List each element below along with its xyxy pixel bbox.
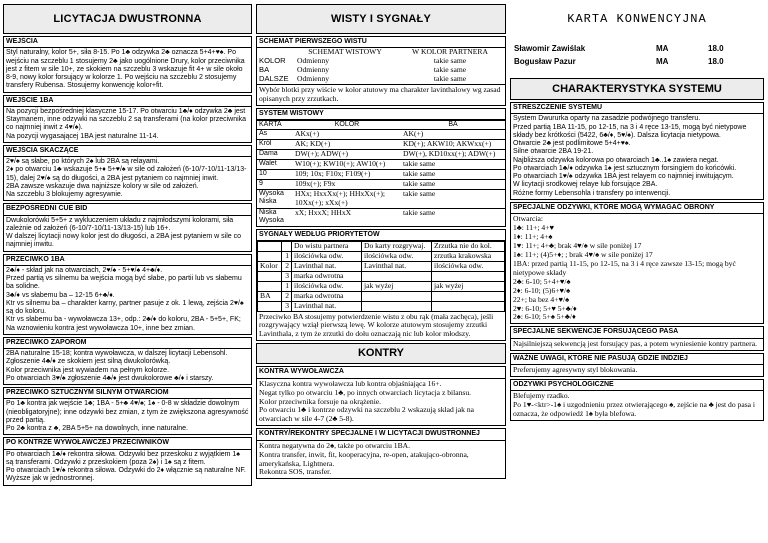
- table-cell: [362, 301, 432, 311]
- forcing-pass-header: SPECJALNE SEKWENCJE FORSUJĄCEGO PASA: [511, 327, 763, 338]
- player-name: Sławomir Zawiślak: [514, 43, 586, 53]
- section-line: 2♦: 6-10; (5)6+♥/♠: [513, 285, 571, 295]
- table-cell: [258, 301, 282, 311]
- section-line: 2BA zawsze wskazuje dwa najniższe kolory w sile od założeń.: [6, 182, 199, 190]
- table-cell: [362, 271, 432, 281]
- section-line: System Dwururka oparty na zasadzie podwójnego transferu.: [513, 115, 701, 123]
- table-cell: 9: [257, 180, 293, 190]
- section-line: Najsilniejszą sekwencją jest forsujący pas, a potem wyniesienie kontry partnera.: [513, 338, 757, 348]
- table-cell: 3: [282, 271, 292, 281]
- lead-system-table: [257, 120, 505, 225]
- signals-head-row: [258, 241, 505, 251]
- section-body: [4, 107, 251, 142]
- table-row: [257, 150, 505, 160]
- section-line: Po otwarciach 1♣/♦ odzywka 1♠ jest sztucznym forsingiem do końcówki.: [513, 164, 737, 172]
- table-cell: Król: [257, 140, 293, 150]
- section-line: Po otwarciu 1♣ i kontrze odzywki na szczeblu 2 wskazują skład jak na otwarciach w sile 4-7 (2♣ 5-8).: [259, 405, 475, 424]
- section-line: Dwukolorówki 5+5+ z wykluczeniem układu z najmłodszymi kolorami, siła zależnie od założeń (6-10/7-10/11-13/13-15) lub 16+.: [6, 216, 234, 232]
- table-row: [258, 271, 505, 281]
- section-line: Zgłoszenie 4♣/♦ ze skokiem jest silną dwukolorówką.: [6, 358, 171, 366]
- table-cell: takie same: [401, 209, 505, 226]
- forcing-pass-body: [511, 339, 763, 350]
- table-cell: takie same: [401, 180, 505, 190]
- table-row: [257, 66, 505, 75]
- table-cell: Odmienny: [297, 56, 330, 66]
- section-line: Otwarcia:: [513, 214, 543, 223]
- table-row: [257, 75, 505, 84]
- section-dwustronna: [3, 437, 252, 485]
- section-dwustronna: [3, 203, 252, 251]
- section-line: 22+; ba bez 4+♥/♠: [513, 294, 570, 304]
- first-lead-header: SCHEMAT PIERWSZEGO WISTU: [257, 37, 505, 48]
- table-row: [257, 160, 505, 170]
- psychic-bids-body: [511, 391, 763, 420]
- player-number: 18.0: [708, 56, 724, 66]
- lead-col: W KOLOR PARTNERA: [412, 47, 488, 57]
- section-header: PO KONTRZE WYWOŁAWCZEJ PRZECIWNIKÓW: [4, 438, 251, 449]
- table-cell: As: [257, 130, 293, 140]
- table-cell: zrzutka krakowska: [432, 251, 505, 261]
- table-cell: Wysoka Niska: [257, 190, 293, 209]
- section-forcing-pass: [510, 326, 764, 350]
- section-line: Styl naturalny, kolor 5+, siła 8-15. Po 1♣ odzywka 2♣ oznacza 5+4+♥♠. Po wejściu na szczeblu 1 stosujemy 2♣ jako uogólnione Drury, kolor przeciwnika jest z fitem w sile 10+, ze skokiem na szczeblu 3 wskazuje fit 4+ w sile około 8-9, nowy kolor forsujący w kolorze 1. Po wejściu na szczeblu 2 stosujemy transfery Rubensa. Stosujemy konwencję kolor+fit.: [6, 49, 245, 90]
- first-lead-head-row: [257, 48, 505, 57]
- section-header: BEZPOŚREDNI CUE BID: [4, 204, 251, 215]
- section-line: Na szczeblu 3 blokujemy agresywnie.: [6, 191, 123, 198]
- table-cell: [258, 271, 282, 281]
- table-cell: 1: [282, 251, 292, 261]
- player-rank: MA: [656, 43, 669, 53]
- signals-rows: [258, 251, 505, 311]
- table-cell: [258, 251, 282, 261]
- table-row: [257, 140, 505, 150]
- table-cell: takie same: [433, 56, 467, 66]
- section-line: 2♣/♦ - skład jak na otwarciach, 2♥/♠ - 5+♥/♠ 4+♣/♦.: [6, 266, 163, 274]
- table-cell: DW(+), KD10xx(+); ADW(+): [401, 150, 505, 160]
- section-line: Kontra negatywna do 2♠, także po otwarciu 1BA.: [259, 440, 411, 450]
- section-body: [4, 266, 251, 334]
- table-cell: Niska Wysoka: [257, 209, 293, 226]
- section-signals: [256, 229, 506, 342]
- table-cell: ilościówka odw.: [432, 261, 505, 271]
- table-cell: Lavinthal nat.: [292, 301, 362, 311]
- table-cell: marka odwrotna: [292, 271, 362, 281]
- table-cell: [362, 291, 432, 301]
- table-cell: HXx; HxxXx(+); HHxXx(+); 10Xx(+); xXx(+): [293, 190, 401, 209]
- section-line: 1♥: 11+; 4+♣; brak 4♥/♠ w sile poniżej 17: [513, 240, 642, 250]
- section-line: W licytacji srodkowej relaye lub forsujące 2BA.: [513, 181, 658, 189]
- dwustronna-sections: [3, 36, 252, 486]
- section-line: Po otwarciach 1♥/♠ rekontra siłowa. Odzywki do 2♦ włącznie są naturalne NF. Wyższe jak w jednostronnej.: [6, 467, 246, 483]
- section-line: Różne formy Lebensohla i transfery po interwencji.: [513, 189, 671, 197]
- table-cell: 10: [257, 170, 293, 180]
- title-licytacja-dwustronna: LICYTACJA DWUSTRONNA: [3, 4, 252, 34]
- sig-col: Zrzutka nie do kol.: [432, 241, 505, 251]
- table-row: [257, 180, 505, 190]
- table-cell: AKx(+): [293, 130, 401, 140]
- table-cell: Odmienny: [297, 74, 330, 84]
- table-cell: [432, 301, 505, 311]
- section-line: Kontra transfer, inwit, fit, kooperacyjna, re-open, atakująco-obronna, amerykańska, Lightnera.: [259, 449, 469, 468]
- sig-col: [282, 241, 292, 251]
- title-charakterystyka: CHARAKTERYSTYKA SYSTEMU: [510, 78, 764, 100]
- table-cell: Lavinthal nat.: [362, 261, 432, 271]
- section-line: Przed partią vs silnemu ba wejścia mogą być słabe, po partii lub vs słabemu ba solidne.: [6, 275, 242, 291]
- table-cell: takie same: [433, 74, 467, 84]
- section-body: [4, 349, 251, 384]
- special-bids-header: SPECJALNE ODZYWKI, KTÓRE MOGĄ WYMAGAĆ OBRONY: [511, 203, 763, 214]
- section-line: 2♠: 6-10; 5+♠ 5+♣/♦: [513, 312, 576, 322]
- section-header: WEJŚCIA: [4, 37, 251, 48]
- special-bids-body: [511, 214, 763, 323]
- lead-col: SCHEMAT WISTOWY: [308, 47, 382, 57]
- section-line: Ktr vs silnemu ba – charakter karny, partner pasuje z ok. 1 lewą, zejścia 2♥/♠ są do koloru.: [6, 299, 244, 315]
- section-line: Po otwarciach 1♥/♠ odzywka 1BA jest relayem co najmniej inwitującym.: [513, 173, 734, 180]
- section-line: Silne otwarcie 2BA 19-21.: [513, 148, 594, 156]
- section-special-bids: [510, 202, 764, 325]
- table-cell: DW(+); ADW(+): [293, 150, 401, 160]
- section-header: WEJŚCIE 1BA: [4, 96, 251, 107]
- table-cell: [432, 271, 505, 281]
- section-system-summary: [510, 102, 764, 200]
- section-body: [4, 216, 251, 251]
- column-wisty: [256, 4, 506, 479]
- table-cell: Walet: [257, 160, 293, 170]
- first-lead-note: Wybór blotki przy wiście w kolor atutowy ma charakter lavinthalowy wg zasad opisanych przy zrzutkach.: [257, 84, 505, 105]
- section-header: WEJŚCIA SKACZĄCE: [4, 146, 251, 157]
- player-rank: MA: [656, 56, 669, 66]
- sys-col: KOLOR: [293, 121, 401, 130]
- table-cell: KD(+); AKW10; AKWxx(+): [401, 140, 505, 150]
- section-line: 2♥: 6-10; 5+♥ 5+♣/♦: [513, 303, 577, 313]
- table-cell: Lavinthal nat.: [292, 261, 362, 271]
- section-header: PRZECIWKO SZTUCZNYM SILNYM OTWARCIOM: [4, 388, 251, 399]
- section-line: 1♠: 11+; (4)5+♦; ; brak 4♥/♠ w sile poniżej 17: [513, 249, 653, 259]
- special-doubles-header: KONTRY/REKONTRY SPECJALNE I W LICYTACJI DWUSTRONNEJ: [257, 429, 505, 440]
- table-cell: Dama: [257, 150, 293, 160]
- table-row: [257, 190, 505, 209]
- takeout-double-body: [257, 379, 505, 426]
- sig-col: Do karty rozgrywaj.: [362, 241, 432, 251]
- section-line: Preferujemy agresywny styl blokowania.: [513, 364, 638, 374]
- table-cell: marka odwrotna: [292, 291, 362, 301]
- section-line: 2♥/♠ są słabe, po których 2♠ lub 2BA są relayami.: [6, 158, 160, 165]
- section-line: Przed partią 1BA 11-15, po 12-15, na 3 i 4 ręce 13-15, mogą być nietypowe składy bez krótkości (5422, 6♣/♦, 5♥/♠). Dalsza licytacja nietypowa.: [513, 123, 747, 139]
- section-line: Rekontra SOS, transfer.: [259, 467, 332, 477]
- player-row: [514, 55, 758, 68]
- table-cell: BA: [259, 65, 270, 75]
- table-cell: [432, 291, 505, 301]
- lead-system-rows: [257, 130, 505, 226]
- table-cell: 2: [282, 291, 292, 301]
- section-line: 2BA naturalne 15-18; kontra wywoławcza, w dalszej licytacji Lebensohl.: [6, 350, 228, 357]
- table-cell: takie same: [433, 65, 467, 75]
- sig-col: Do wistu partnera: [292, 241, 362, 251]
- sys-col: KARTA: [257, 121, 293, 130]
- section-line: Otwarcie 2♣ jest podlimitowe 5+4+♥♠.: [513, 140, 631, 147]
- section-body: [4, 48, 251, 91]
- section-line: Po 1♣ kontra jak wejście 1♣; 1BA - 5+♣ 4♥/♠; 1♠ - 0-8 w składzie dowolnym (nieobligatoryjne); inne odzywki bez zmian, z tym że zwiększona agresywność przed partią.: [6, 400, 249, 424]
- table-row: [258, 261, 505, 271]
- special-doubles-body: [257, 441, 505, 479]
- table-cell: takie same: [401, 160, 505, 170]
- system-summary-body: [511, 114, 763, 199]
- psychic-bids-header: ODZYWKI PSYCHOLOGICZNE: [511, 380, 763, 391]
- section-body: [4, 399, 251, 434]
- table-cell: ilościówka odw.: [362, 251, 432, 261]
- table-cell: takie same: [401, 170, 505, 180]
- system-summary-header: STRESZCZENIE SYSTEMU: [511, 103, 763, 114]
- table-cell: xX; HxxX; HHxX: [293, 209, 401, 226]
- player-row: [514, 42, 758, 55]
- section-line: Na pozycji wygasającej 1BA jest naturalne 11-14.: [6, 132, 159, 140]
- section-dwustronna: [3, 145, 252, 202]
- section-line: 2♣: 6-10; 5+4+♥/♠: [513, 276, 571, 286]
- table-cell: ilościówka odw.: [292, 251, 362, 261]
- section-psychic-bids: [510, 379, 764, 421]
- section-line: 2♦ po otwarciu 1♣ wskazuje 5+♦ 5+♥/♠ w sile od założeń (6-10/7-10/11-13/13-15), dalej 2♥/♠ są do długości, a 2BA jest pytaniem co najmniej inwit.: [6, 166, 247, 182]
- column-dwustronna: [3, 4, 252, 486]
- section-first-lead: [256, 36, 506, 106]
- section-line: Po otwarciach 3♥/♠ zgłoszenie 4♣/♦ jest dwukolorowe ♣/♦ i starszy.: [6, 374, 214, 382]
- table-cell: 109; 10x; F10x; F109(+): [293, 170, 401, 180]
- sig-col: [258, 241, 282, 251]
- sys-col: BA: [401, 121, 505, 130]
- section-line: 1♣: 11+; 4+♥: [513, 222, 554, 232]
- table-cell: [258, 281, 282, 291]
- table-row: [257, 57, 505, 66]
- section-dwustronna: [3, 36, 252, 93]
- table-cell: KOLOR: [259, 56, 286, 66]
- section-dwustronna: [3, 387, 252, 435]
- signals-note: Przeciwko BA stosujemy potwierdzenie wistu z obu rąk (mała zachęca), jeśli rozgrywający wziął pierwszą lewę. W kolorze atutowym stosujemy zrzutki Lavinthala, z tym że zrzutki do dołu oznaczają nic lub kolor młodszy.: [259, 311, 494, 339]
- section-line: Kolor przeciwnika jest wywiadem na pełnym kolorze.: [6, 366, 170, 374]
- table-cell: Odmienny: [297, 65, 330, 75]
- table-cell: jak wyżej: [362, 281, 432, 291]
- title-wisty-sygnaly: WISTY I SYGNAŁY: [256, 4, 506, 34]
- table-cell: W10(+); KW10(+); AW10(+): [293, 160, 401, 170]
- section-header: PRZECIWKO 1BA: [4, 255, 251, 266]
- table-cell: AK(+): [401, 130, 505, 140]
- important-notes-header: WAŻNE UWAGI, KTÓRE NIE PASUJĄ GDZIE INDZIEJ: [511, 354, 763, 365]
- section-dwustronna: [3, 337, 252, 385]
- table-row: [257, 130, 505, 140]
- table-row: [258, 301, 505, 311]
- table-cell: takie same: [401, 190, 505, 209]
- section-header: PRZECIWKO ZAPOROM: [4, 338, 251, 349]
- section-line: Po 2♣ kontra z ♣, 2BA 5+5+ na dowolnych, inne naturalne.: [6, 425, 188, 432]
- title-kontry: KONTRY: [256, 343, 506, 364]
- section-line: Blefujemy rzadko.: [513, 391, 570, 401]
- table-row: [258, 281, 505, 291]
- section-line: Po otwarciach 1♣/♦ rekontra siłowa. Odzywki bez przeskoku z wyjątkiem 1♠ są transferami. Odzywki z przeskokiem (poza 2♠) i 1♠ są z fitem.: [6, 450, 241, 466]
- players-list: [510, 34, 764, 68]
- section-line: Po 1♥-<ktr>-1♠ i uzgodnieniu przez otwierającego ♠, zejście na ♣ jest do pasa i oznacza, że odpowiedź 1♠ była blefowa.: [513, 400, 756, 418]
- section-dwustronna: [3, 254, 252, 335]
- section-line: Na pozycji bezpośredniej klasyczne 15-17. Po otwarciu 1♣/♦ odzywka 2♣ jest Staymanem, inne odzywki na szczeblu 2 są transferami (na kolor przeciwnika co najmniej inwit z 4♥/♠).: [6, 107, 247, 132]
- table-cell: ilościówka odw.: [292, 281, 362, 291]
- table-cell: Kolor: [258, 261, 282, 271]
- section-line: Najbliższa odzywka kolorowa po otwarciach 1♣..1♠ zawiera negat.: [513, 156, 719, 164]
- section-takeout-double: [256, 366, 506, 426]
- table-row: [258, 291, 505, 301]
- table-row: [257, 209, 505, 226]
- takeout-double-header: KONTRA WYWOŁAWCZA: [257, 367, 505, 378]
- section-important-notes: [510, 353, 764, 377]
- section-line: Klasyczna kontra wywoławcza lub kontra objaśniająca 16+.: [259, 378, 442, 388]
- signals-table: [257, 241, 505, 312]
- section-special-doubles: [256, 428, 506, 479]
- table-cell: jak wyżej: [432, 281, 505, 291]
- table-row: [257, 170, 505, 180]
- section-line: 1♦: 11+; 4+♠: [513, 231, 553, 241]
- table-cell: AK; KD(+): [293, 140, 401, 150]
- table-cell: DALSZE: [259, 74, 289, 84]
- important-notes-body: [511, 365, 763, 376]
- table-cell: 3: [282, 301, 292, 311]
- first-lead-rows: [257, 57, 505, 84]
- section-line: Kolor przeciwnika forsuje na okrążenie.: [259, 396, 382, 406]
- section-line: W dalszej licytacji nowy kolor jest do długości, a 2BA jest pytaniem w sile co najmniej inwitu.: [6, 233, 241, 249]
- player-number: 18.0: [708, 43, 724, 53]
- section-line: 1BA: przed partią 11-15, po 12-15, na 3 i 4 ręce zawsze 13-15; mogą być nietypowe składy: [513, 258, 736, 277]
- lead-system-header: SYSTEM WISTOWY: [257, 109, 505, 120]
- title-karta-konwencyjna: KARTA KONWENCYJNA: [510, 4, 764, 34]
- section-line: Ktr vs słabemu ba - wywoławcza 13+, odp.: 2♣/♦ do koloru, 2BA - 5+5+, FK; Na wznowieniu kontra jest wywoławcza 10+, inne bez zmian.: [6, 316, 241, 332]
- section-lead-system: [256, 108, 506, 227]
- section-line: 3♣/♦ vs słabemu ba – 12-15 6+♣/♦.: [6, 291, 115, 299]
- table-row: [258, 251, 505, 261]
- table-cell: 109x(+); F9x: [293, 180, 401, 190]
- section-dwustronna: [3, 95, 252, 143]
- section-body: [4, 157, 251, 200]
- signals-header: SYGNAŁY WEDŁUG PRIORYTETÓW: [257, 230, 505, 241]
- section-line: Negat tylko po otwarciu 1♣, po innych otwarciach licytacja z bilansu.: [259, 387, 472, 397]
- first-lead-table: [257, 48, 505, 84]
- table-cell: 1: [282, 281, 292, 291]
- section-body: [4, 450, 251, 485]
- table-cell: 2: [282, 261, 292, 271]
- player-name: Bogusław Pazur: [514, 56, 576, 66]
- table-cell: BA: [258, 291, 282, 301]
- column-karta: [510, 4, 764, 421]
